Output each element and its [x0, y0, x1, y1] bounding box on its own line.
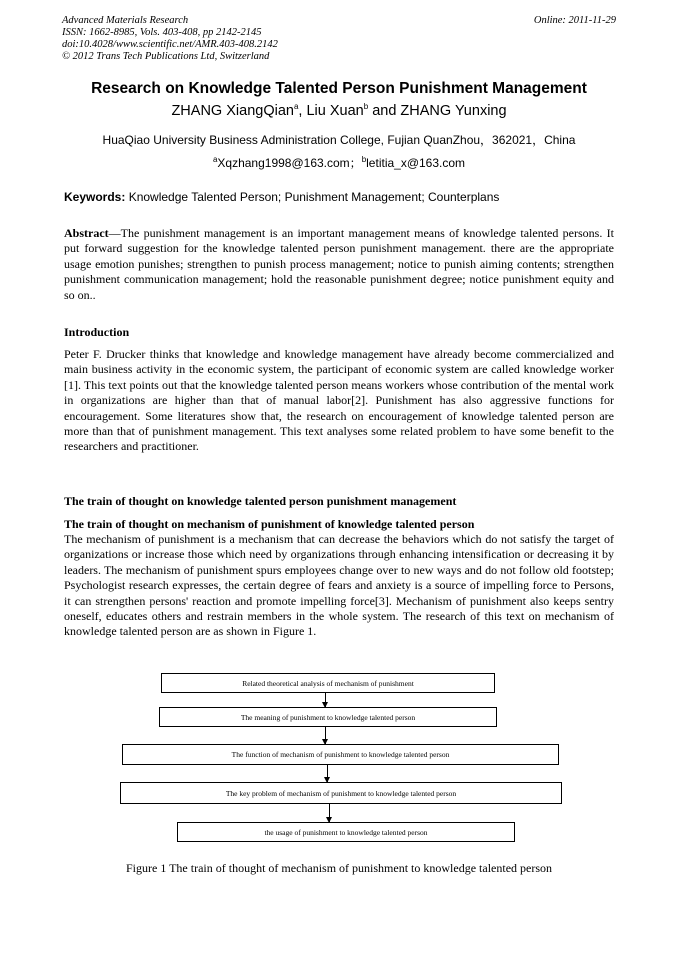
flow-box-4: The key problem of mechanism of punishment to knowledge talented person: [120, 782, 562, 804]
issn-line: ISSN: 1662-8985, Vols. 403-408, pp 2142-2145: [62, 27, 262, 38]
copyright-line: © 2012 Trans Tech Publications Ltd, Switzerland: [62, 51, 270, 62]
abstract-label: Abstract: [64, 226, 109, 240]
keywords: [64, 190, 499, 204]
section-text: The mechanism of punishment is a mechanism that can decrease the behaviors which do not satisfy the target of organizations or increase those which need by organizations through enhancing intensification or decreasing it by leaders. The mechanism of punishment spurs employees change over to new ways and do not follow old footstep; Psychologist research expresses, the certain degree of fears and anxiety is a source of impelling force to Persons, it can strengthen persons' reaction and promote impelling force[3]. Mechanism of punishment also keeps sentry oneself, educates others and restrain members in the whole system. The research of this text on mechanism of knowledge talented person are as shown in Figure 1.: [64, 532, 614, 639]
email-line: [0, 154, 678, 171]
flow-box-2: The meaning of punishment to knowledge talented person: [159, 707, 497, 727]
journal-name: Advanced Materials Research: [62, 15, 189, 26]
author-3: and ZHANG Yunxing: [368, 103, 507, 119]
email-b: letitia_x@163.com: [366, 156, 466, 170]
email-a-sup: a: [212, 155, 218, 164]
affiliation: HuaQiao University Business Administration College, Fujian QuanZhou，362021，China: [102, 133, 576, 147]
introduction-heading: Introduction: [64, 325, 130, 339]
online-date: Online: 2011-11-29: [533, 15, 616, 26]
flow-arrow-1: [325, 693, 326, 707]
abstract-text: —The punishment management is an important management means of knowledge talented persons. It put forward suggestion for the knowledge talented person punishment management. there are the appropriate usage emotion punishes; strengthen to punish process management; notice to punish aiming contents; strengthen punishment communication management; hold the reasonable punishment degree; notice punishment equity and so on..: [64, 226, 614, 302]
figure-1-caption: Figure 1 The train of thought of mechanism of punishment to knowledge talented person: [125, 861, 553, 875]
section-heading: The train of thought on knowledge talented person punishment management: [64, 494, 457, 508]
email-b-sup: b: [361, 155, 367, 164]
email-a: Xqzhang1998@163.com；: [217, 156, 362, 170]
subsection-heading: The train of thought on mechanism of punishment of knowledge talented person: [64, 517, 475, 531]
flow-arrow-3: [327, 765, 328, 782]
keywords-label: Keywords:: [64, 190, 126, 204]
abstract: [64, 226, 614, 303]
flow-box-1: Related theoretical analysis of mechanism of punishment: [161, 673, 495, 693]
doi-line: doi:10.4028/www.scientific.net/AMR.403-408.2142: [62, 39, 278, 50]
page-header: [62, 15, 616, 63]
author-line: [0, 103, 678, 119]
flow-box-3: The function of mechanism of punishment to knowledge talented person: [122, 744, 559, 765]
author-1: ZHANG XiangQian: [171, 103, 294, 119]
introduction-text: Peter F. Drucker thinks that knowledge and knowledge management have already become commercialized and main business activity in the economic system, the participant of economic system are called knowledge worker [1]. This text points out that the knowledge talented person means workers whose contribution of the mental work in organizations are higher than that of manual labor[2]. Punishment has also aggressive functions for encouragement. Some literatures show that, the research on encouragement of knowledge talented person are more than that of punishment management. This text analyses some related problem to have some benefit to the researchers and practitioner.: [64, 347, 614, 454]
flow-arrow-4: [329, 804, 330, 822]
flow-box-5: the usage of punishment to knowledge talented person: [177, 822, 515, 842]
author-1-sup: a: [293, 102, 299, 112]
author-2-sup: b: [363, 102, 369, 112]
flow-arrow-2: [325, 727, 326, 744]
keywords-text: Knowledge Talented Person; Punishment Management; Counterplans: [125, 190, 500, 204]
author-2: , Liu Xuan: [298, 103, 364, 119]
paper-title: Research on Knowledge Talented Person Punishment Management: [91, 80, 587, 97]
